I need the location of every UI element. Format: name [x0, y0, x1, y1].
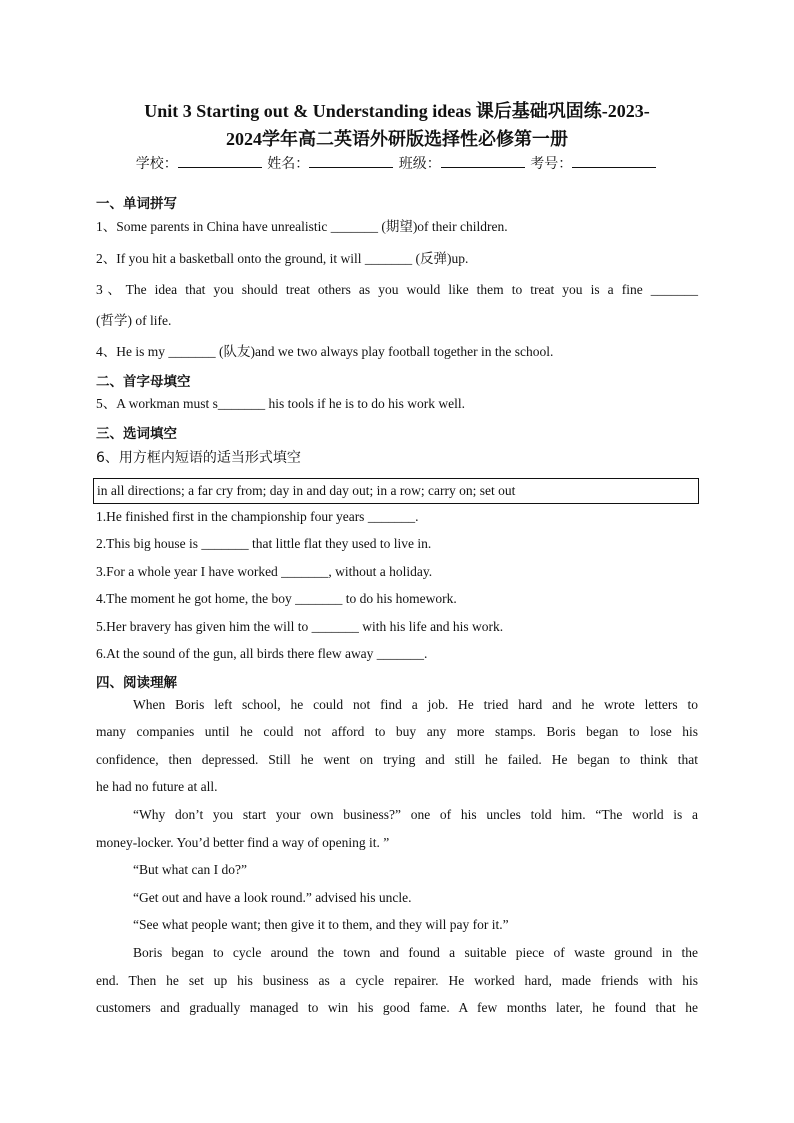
name-blank	[309, 152, 393, 168]
fill-item-1: 1.He finished first in the championship four years _______.	[96, 509, 419, 524]
question-1: 1、Some parents in China have unrealistic _______ (期望)of their children.	[96, 219, 508, 234]
passage-line-1: When Boris left school, he could not find a job. He tried hard and he wrote letters to	[133, 697, 698, 712]
document-title-line2: 2024学年高二英语外研版选择性必修第一册	[226, 129, 568, 149]
passage-line-4: he had no future at all.	[96, 779, 218, 794]
school-blank	[178, 152, 262, 168]
question-3-line2: (哲学) of life.	[96, 313, 172, 328]
question-2: 2、If you hit a basketball onto the ground, it will _______ (反弹)up.	[96, 251, 469, 266]
name-label: 姓名：	[267, 157, 310, 172]
question-5: 5、A workman must s_______ his tools if he is to do his work well.	[96, 396, 465, 411]
fill-item-2: 2.This big house is _______ that little flat they used to live in.	[96, 536, 432, 551]
passage-line-8: “Get out and have a look round.” advised his uncle.	[133, 890, 412, 905]
document-title-line1: Unit 3 Starting out & Understanding ideas 课后基础巩固练-2023-	[144, 101, 650, 121]
fill-item-6: 6.At the sound of the gun, all birds there flew away _______.	[96, 646, 428, 661]
passage-line-6: money-locker. You’d better find a way of opening it. ”	[96, 835, 390, 850]
exam-number-blank	[572, 152, 656, 168]
class-blank	[441, 152, 525, 168]
passage-line-5: “Why don’t you start your own business?” one of his uncles told him. “The world is a	[133, 807, 698, 822]
fill-item-3: 3.For a whole year I have worked _______, without a holiday.	[96, 564, 433, 579]
question-6-instruction: 6、用方框内短语的适当形式填空	[96, 450, 301, 466]
section-heading-word-choice: 三、选词填空	[96, 426, 177, 442]
fill-item-4: 4.The moment he got home, the boy _______ to do his homework.	[96, 591, 457, 606]
exam-number-label: 考号：	[530, 157, 573, 172]
phrase-box	[93, 478, 699, 504]
passage-line-2: many companies until he could not afford to buy any more stamps. Boris began to lose his	[96, 724, 698, 739]
phrase-box-text: in all directions; a far cry from; day in and day out; in a row; carry on; set out	[97, 483, 516, 498]
passage-line-11: end. Then he set up his business as a cycle repairer. He worked hard, made friends with his	[96, 973, 698, 988]
passage-line-9: “See what people want; then give it to them, and they will pay for it.”	[133, 917, 509, 932]
section-heading-initial-letter: 二、首字母填空	[96, 374, 191, 390]
question-3-line1: 3、The idea that you should treat others as you would like them to treat you is a fine _______	[96, 282, 698, 297]
section-heading-spelling: 一、单词拼写	[96, 196, 177, 212]
student-info-row	[0, 152, 794, 176]
fill-item-5: 5.Her bravery has given him the will to _______ with his life and his work.	[96, 619, 504, 634]
passage-line-3: confidence, then depressed. Still he went on trying and still he failed. He began to think that	[96, 752, 698, 767]
section-heading-reading: 四、阅读理解	[96, 675, 177, 691]
class-label: 班级：	[398, 157, 441, 172]
school-label: 学校：	[135, 157, 178, 172]
passage-line-12: customers and gradually managed to win his good fame. A few months later, he found that he	[96, 1000, 698, 1015]
passage-line-10: Boris began to cycle around the town and found a suitable piece of waste ground in the	[133, 945, 698, 960]
question-4: 4、He is my _______ (队友)and we two always play football together in the school.	[96, 344, 554, 359]
passage-line-7: “But what can I do?”	[133, 862, 247, 877]
